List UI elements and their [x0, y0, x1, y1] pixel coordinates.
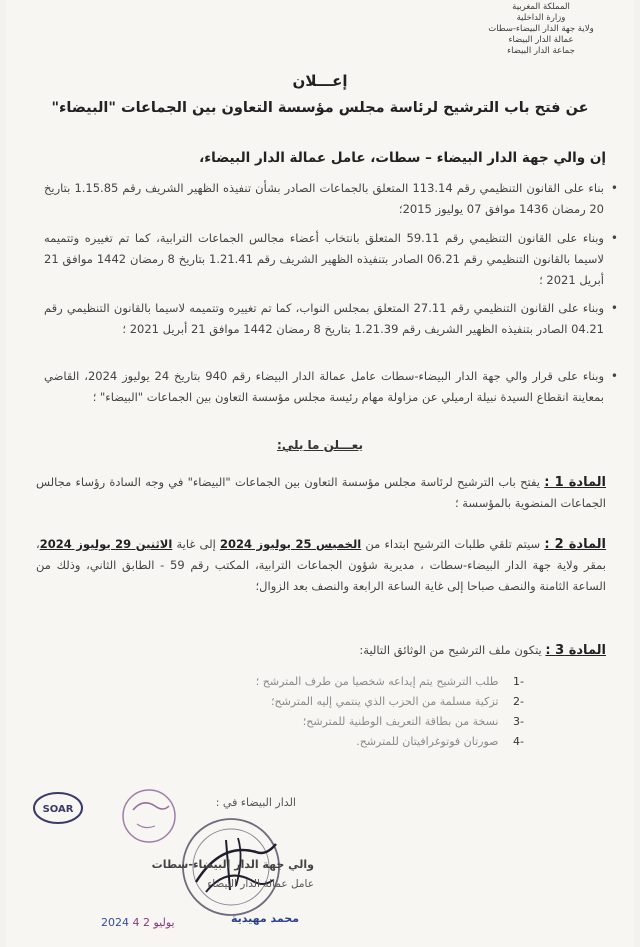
- article-text: سيتم تلقي طلبات الترشيح ابتداء من: [365, 537, 541, 551]
- bullet-icon: •: [610, 301, 618, 315]
- article-label: المادة 2 :: [544, 537, 607, 552]
- list-number: -4: [513, 735, 524, 748]
- list-text: طلب الترشيح يتم إيداعه شخصيا من طرف المترشح ؛: [255, 675, 499, 688]
- bullet-icon: •: [610, 369, 618, 383]
- list-item: [104, 712, 524, 732]
- list-number: -1: [513, 675, 524, 688]
- governor-line: إن والي جهة الدار البيضاء – سطات، عامل عمالة الدار البيضاء،: [199, 150, 606, 166]
- preamble-paragraph: [44, 178, 618, 220]
- preamble-text: بناء على القانون التنظيمي رقم 113.14 المتعلق بالجماعات الصادر بشأن تنفيذه الظهير الشريف رقم 1.15.85 بتاريخ 20 رمضان 1436 موافق 07 يوليوز 2015؛: [44, 181, 605, 216]
- article-2: [36, 534, 606, 597]
- date-stamp-month: يوليو: [153, 916, 175, 929]
- bullet-icon: •: [610, 231, 618, 245]
- authority-line: ولاية جهة الدار البيضاء-سطات: [488, 24, 594, 34]
- stamp-text: SOAR: [42, 804, 74, 815]
- document-subtitle: عن فتح باب الترشيح لرئاسة مجلس مؤسسة التعاون بين الجماعات "البيضاء": [51, 100, 589, 116]
- place-date-line: الدار البيضاء في :: [215, 796, 296, 809]
- list-item: [104, 672, 524, 692]
- date-stamp-day: 2 4: [132, 916, 150, 929]
- list-item: [104, 732, 524, 752]
- article-label: المادة 1 :: [544, 475, 607, 490]
- preamble-text: وبناء على القانون التنظيمي رقم 27.11 المتعلق بمجلس النواب، كما تم تغييره وتتميمه لاسيما بالقانون التنظيمي رقم 04.21 الصادر بتنفيذه الظهير الشريف رقم 1.21.39 بتاريخ 8 رمضان 1442 موافق 21 أبريل 2021 ؛: [44, 301, 604, 336]
- date-stamp: [101, 916, 175, 929]
- article-label: المادة 3 :: [545, 643, 606, 658]
- list-text: صورتان فوتوغرافيتان للمترشح.: [356, 735, 499, 748]
- preamble-text: وبناء على القانون التنظيمي رقم 59.11 المتعلق بانتخاب أعضاء مجالس الجماعات الترابية، كما تم تغييره وتتميمه لاسيما بالقانون التنظيمي رقم 06.21 الصادر بتنفيذه الظهير الشريف رقم 1.21.41 بتاريخ 8 رمضان 1442 موافق 21 أبريل 2021 ؛: [44, 231, 604, 287]
- announce-heading: يعـــلن ما يلي:: [277, 438, 363, 452]
- start-date: الخميس 25 يوليوز 2024: [220, 537, 362, 551]
- authority-line: وزارة الداخلية: [516, 13, 566, 23]
- bullet-icon: •: [610, 181, 618, 195]
- signatory-subtitle: عامل عمالة الدار البيضاء: [207, 878, 314, 890]
- preamble-paragraph: [44, 366, 618, 408]
- end-date: الاثنين 29 يوليوز 2024: [39, 537, 173, 551]
- received-stamp-icon: [28, 788, 88, 828]
- signatory-title: والي جهة الدار البيضاء-سطات: [151, 858, 314, 871]
- list-number: -3: [513, 715, 524, 728]
- authority-line: جماعة الدار البيضاء: [507, 46, 575, 56]
- required-documents-list: [104, 672, 524, 752]
- article-text: يتكون ملف الترشيح من الوثائق التالية:: [359, 643, 542, 657]
- list-text: تزكية مسلمة من الحزب الذي ينتمي إليه المترشح؛: [271, 695, 499, 708]
- list-text: نسخة من بطاقة التعريف الوطنية للمترشح؛: [302, 715, 499, 728]
- authority-line: المملكة المغربية: [512, 2, 570, 12]
- article-text: إلى غاية: [176, 537, 216, 551]
- authority-line: عمالة الدار البيضاء: [508, 35, 574, 45]
- article-3: [36, 640, 606, 661]
- issuing-authority-header: [466, 2, 616, 57]
- preamble-text: وبناء على قرار والي جهة الدار البيضاء-سطات عامل عمالة الدار البيضاء رقم 940 بتاريخ 24 يوليوز 2024، القاضي بمعاينة انقطاع السيدة نبيلة ارميلي عن مزاولة مهام رئيسة مجلس مؤسسة التعاون بين الجماعات "البيضاء" ؛: [44, 369, 604, 404]
- list-number: -2: [513, 695, 524, 708]
- document-page: [6, 0, 634, 947]
- signatory-name: محمد مهيدية: [231, 912, 300, 925]
- article-text: ، بمقر ولاية جهة الدار البيضاء-سطات ، مديرية شؤون الجماعات الترابية، المكتب رقم 59 - الطابق الثاني، وذلك من الساعة الثامنة والنصف صباحا إلى غاية الساعة الرابعة والنصف بعد الزوال؛: [36, 537, 607, 593]
- date-stamp-year: 2024: [101, 916, 129, 929]
- list-item: [104, 692, 524, 712]
- preamble-paragraph: [44, 228, 618, 291]
- article-text: يفتح باب الترشيح لرئاسة مجلس مؤسسة التعاون بين الجماعات "البيضاء" في وجه السادة رؤساء مجالس الجماعات المنضوية بالمؤسسة ؛: [36, 475, 606, 510]
- preamble-paragraph: [44, 298, 618, 340]
- document-title: إعـــلان: [292, 72, 348, 90]
- article-1: [36, 472, 606, 514]
